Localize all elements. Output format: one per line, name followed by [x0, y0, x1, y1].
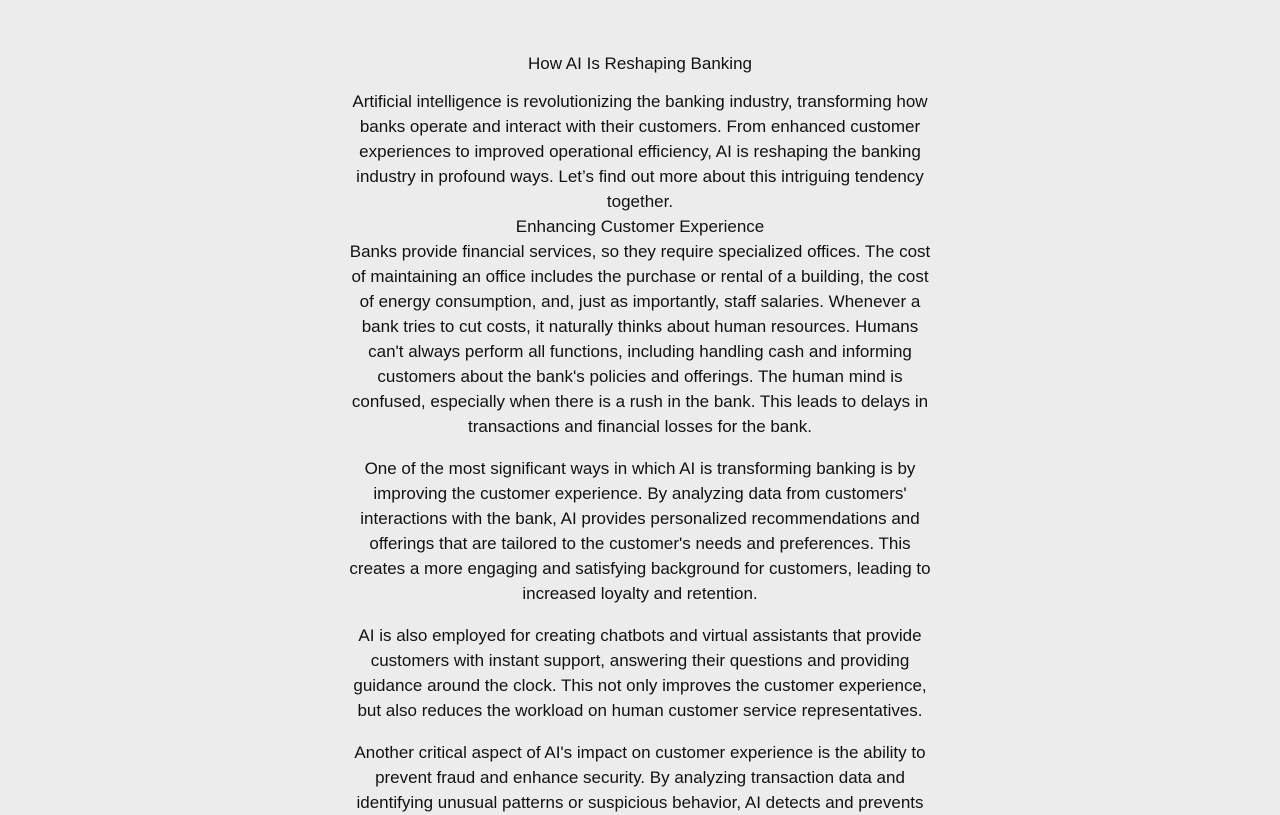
section-heading-customer-experience: Enhancing Customer Experience [515, 217, 765, 236]
paragraph-office-costs: Banks provide financial services, so they require specialized offices. The cost of maintaining an office includes the purchase or rental of a building, the cost of energy consumption, and, just as importantly, staff salaries. Whenever a bank tries to cut costs, it naturally thinks about human resources. Humans can't always perform all functions, including handling cash and informing customers about the bank's policies and offerings. The human mind is confused, especially when there is a rush in the bank. This leads to delays in transactions and financial losses for the bank. [349, 242, 931, 436]
article [344, 51, 936, 815]
paragraph-fraud-prevention: Another critical aspect of AI's impact on customer experience is the ability to prevent fraud and enhance security. By analyzing transaction data and identifying unusual patterns or suspicious behavior, AI detects and prevents [354, 743, 926, 812]
paragraph-chatbots: AI is also employed for creating chatbots and virtual assistants that provide customers with instant support, answering their questions and providing guidance around the clock. This not only improves the customer experience, but also reduces the workload on human customer service representatives. [353, 626, 927, 720]
article-title: How AI Is Reshaping Banking [528, 54, 752, 73]
article-intro: Artificial intelligence is revolutionizing the banking industry, transforming how banks operate and interact with their customers. From enhanced customer experiences to improved operational efficiency, AI is reshaping the banking industry in profound ways. Let’s find out more about this intriguing tendency together. [352, 92, 928, 211]
paragraph-personalization: One of the most significant ways in which AI is transforming banking is by improving the customer experience. By analyzing data from customers' interactions with the bank, AI provides personalized recommendations and offerings that are tailored to the customer's needs and preferences. This creates a more engaging and satisfying background for customers, leading to increased loyalty and retention. [349, 459, 931, 603]
